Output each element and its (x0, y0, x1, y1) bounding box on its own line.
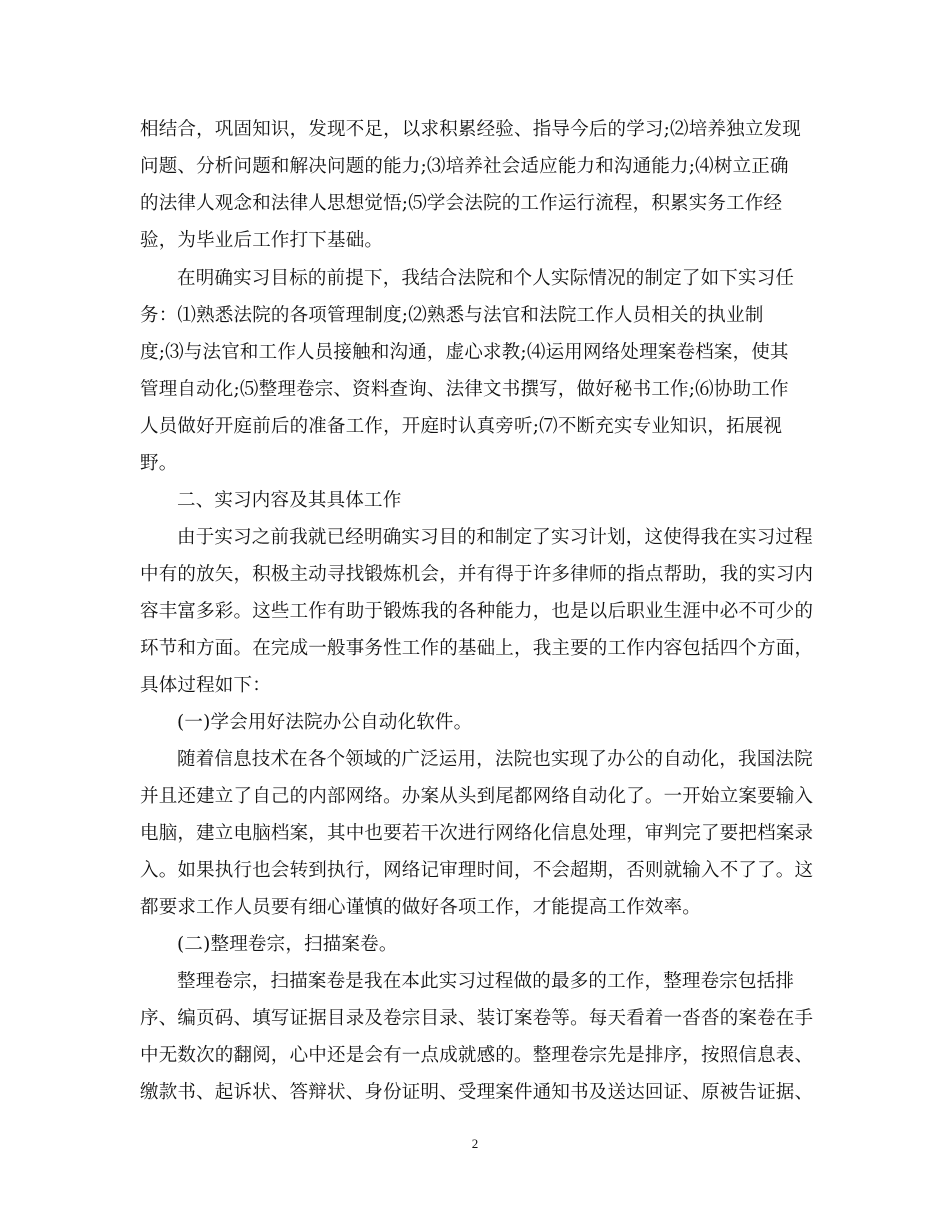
text-line: 人员做好开庭前后的准备工作，开庭时认真旁听;⑺不断充实专业知识，拓展视 (140, 416, 783, 437)
text-line: 的法律人观念和法律人思想觉悟;⑸学会法院的工作运行流程，积累实务工作经 (140, 193, 783, 214)
text-line: 环节和方面。在完成一般事务性工作的基础上，我主要的工作内容包括四个方面， (140, 638, 814, 659)
text-line: 序、编页码、填写证据目录及卷宗目录、装订案卷等。每天看着一沓沓的案卷在手 (140, 1008, 814, 1029)
text-line: 务：⑴熟悉法院的各项管理制度;⑵熟悉与法官和法院工作人员相关的执业制 (140, 305, 764, 326)
text-line: 具体过程如下： (140, 675, 271, 696)
subsection-heading: (一)学会用好法院办公自动化软件。 (177, 712, 473, 733)
subsection-heading: (二)整理卷宗，扫描案卷。 (177, 934, 398, 955)
text-line: 电脑，建立电脑档案，其中也要若干次进行网络化信息处理，审判完了要把档案录 (140, 823, 814, 844)
text-line: 验，为毕业后工作打下基础。 (140, 230, 384, 251)
page-number: 2 (471, 1136, 479, 1151)
section-heading: 二、实习内容及其具体工作 (177, 490, 402, 511)
text-line: 中无数次的翻阅，心中还是会有一点成就感的。整理卷宗先是排序，按照信息表、 (140, 1045, 814, 1066)
text-line: 缴款书、起诉状、答辩状、身份证明、受理案件通知书及送达回证、原被告证据、 (140, 1082, 814, 1103)
text-line: 容丰富多彩。这些工作有助于锻炼我的各种能力，也是以后职业生涯中必不可少的 (140, 601, 814, 622)
paragraph-start-line: 在明确实习目标的前提下，我结合法院和个人实际情况的制定了如下实习任 (177, 268, 795, 289)
paragraph-start-line: 由于实习之前我就已经明确实习目的和制定了实习计划，这使得我在实习过程 (177, 527, 813, 548)
text-line: 管理自动化;⑸整理卷宗、资料查询、法律文书撰写，做好秘书工作;⑹协助工作 (140, 379, 789, 400)
text-line: 相结合，巩固知识，发现不足，以求积累经验、指导今后的学习;⑵培养独立发现 (140, 119, 801, 140)
text-line: 入。如果执行也会转到执行，网络记审理时间，不会超期，否则就输入不了了。这 (140, 860, 814, 881)
text-line: 度;⑶与法官和工作人员接触和沟通，虚心求教;⑷运用网络处理案卷档案，使其 (140, 342, 789, 363)
text-line: 问题、分析问题和解决问题的能力;⑶培养社会适应能力和沟通能力;⑷树立正确 (140, 156, 789, 177)
paragraph-start-line: 随着信息技术在各个领域的广泛运用，法院也实现了办公的自动化，我国法院 (177, 749, 813, 770)
text-line: 都要求工作人员要有细心谨慎的做好各项工作，才能提高工作效率。 (140, 897, 702, 918)
text-line: 野。 (140, 453, 178, 474)
text-line: 中有的放矢，积极主动寻找锻炼机会，并有得于许多律师的指点帮助，我的实习内 (140, 564, 814, 585)
text-line: 并且还建立了自己的内部网络。办案从头到尾都网络自动化了。一开始立案要输入 (140, 786, 814, 807)
paragraph-start-line: 整理卷宗，扫描案卷是我在本此实习过程做的最多的工作，整理卷宗包括排 (177, 971, 795, 992)
